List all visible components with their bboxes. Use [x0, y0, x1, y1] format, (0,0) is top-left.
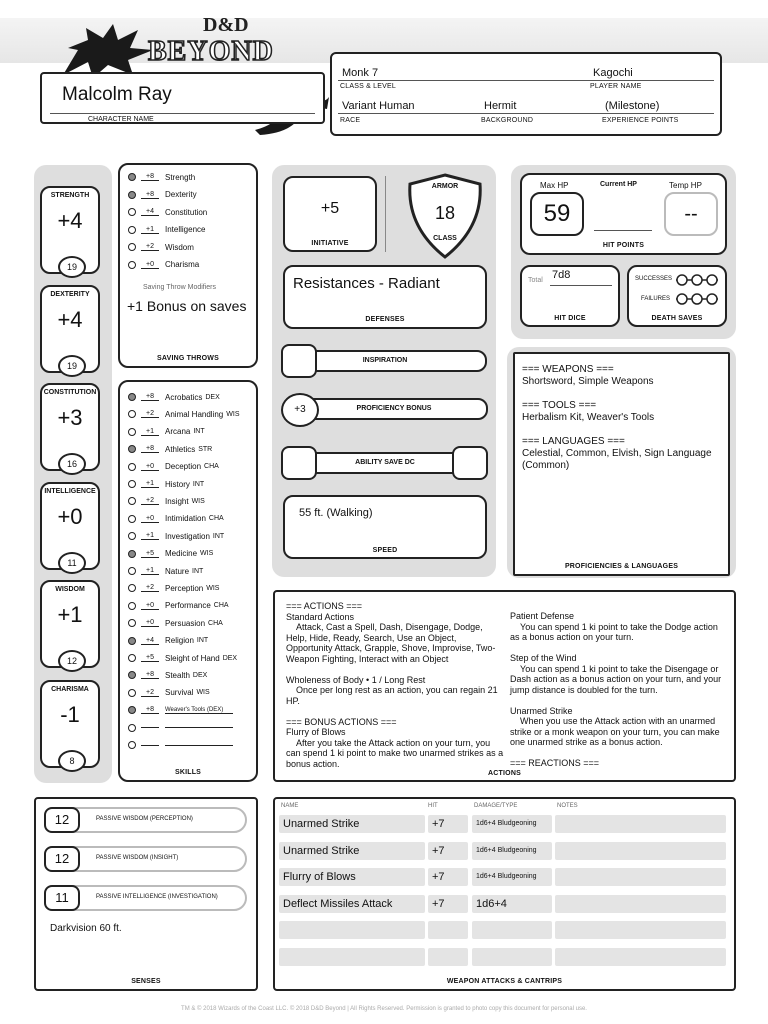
saving-throw-value: +4	[141, 208, 159, 216]
ability-label: INTELLIGENCE	[44, 488, 96, 495]
class-level-label: CLASS & LEVEL	[340, 83, 396, 90]
speed-box[interactable]	[283, 495, 487, 559]
skill-name: Insight	[165, 496, 189, 506]
ability-label: DEXTERITY	[50, 291, 90, 298]
skill-attribute: WIS	[200, 550, 214, 558]
skill-row[interactable]	[128, 721, 236, 735]
action-line	[510, 643, 725, 654]
attack-hit-cell[interactable]	[428, 921, 468, 939]
proficiency-circle-icon[interactable]	[128, 550, 136, 558]
skill-value: +8	[141, 393, 159, 401]
skill-row[interactable]	[128, 460, 219, 474]
skill-value: +1	[141, 532, 159, 540]
ability-label: WISDOM	[55, 586, 85, 593]
skill-value: +2	[141, 410, 159, 418]
skill-value: +1	[141, 567, 159, 575]
skill-attribute: WIS	[196, 689, 210, 697]
proficiency-circle-icon[interactable]	[128, 393, 136, 401]
attack-damage-cell[interactable]: 1d6+4	[472, 895, 552, 913]
ability-modifier: +1	[57, 602, 83, 627]
ability-label: CHARISMA	[51, 686, 89, 693]
action-line: === ACTIONS ===	[286, 601, 363, 611]
attack-notes-cell[interactable]	[555, 948, 726, 966]
beyond-logo-text: BEYOND	[148, 36, 274, 67]
saving-throw-name: Constitution	[165, 207, 208, 217]
action-line: Wholeness of Body • 1 / Long Rest	[286, 674, 426, 685]
skill-attribute: CHA	[208, 619, 223, 627]
skill-row[interactable]	[128, 686, 210, 700]
saving-throw-value: +8	[141, 173, 159, 181]
saving-throw-name: Intelligence	[165, 225, 206, 234]
passive-investigation-label: PASSIVE INTELLIGENCE (INVESTIGATION)	[96, 894, 218, 900]
skill-attribute: CHA	[204, 463, 219, 471]
inspiration-value-box[interactable]	[281, 344, 317, 378]
saving-throw-row[interactable]	[128, 188, 197, 202]
skill-name: Sleight of Hand	[165, 653, 220, 663]
passive-perception-value: 12	[44, 807, 80, 833]
race-value[interactable]: Variant Human	[342, 100, 415, 112]
attack-damage-cell[interactable]: 1d6+4 Bludgeoning	[472, 842, 552, 860]
ability-modifier: +3	[57, 405, 83, 430]
failures-label: FAILURES	[641, 296, 671, 302]
skill-value	[141, 745, 159, 746]
action-line	[510, 695, 725, 706]
attack-hit-cell[interactable]: +7	[428, 842, 468, 860]
passive-investigation	[44, 885, 247, 911]
skill-attribute: INT	[196, 637, 209, 645]
current-hp-label: Current HP	[600, 181, 637, 188]
player-name-value[interactable]: Kagochi	[593, 67, 633, 79]
skill-name: Perception	[165, 583, 204, 593]
action-line: Attack, Cast a Spell, Dash, Disengage, Dodge, Help, Hide, Ready, Search, Use an Object, Opportunity Attack, Grapple, Shove, Improvise, Two-Weapon Fighting, Interact with an Object	[286, 622, 496, 664]
attack-damage-cell[interactable]	[472, 948, 552, 966]
skill-name: Investigation	[165, 531, 210, 541]
skill-name: Arcana	[165, 427, 191, 437]
action-line	[286, 664, 504, 675]
attack-hit-cell[interactable]: +7	[428, 868, 468, 886]
attacks-header-name: NAME	[281, 803, 299, 809]
armor-label-top: ARMOR	[431, 183, 459, 190]
saving-throw-row[interactable]	[128, 258, 199, 272]
action-line	[510, 748, 725, 759]
skill-row[interactable]	[128, 529, 224, 543]
passive-insight	[44, 846, 247, 872]
skill-value: +8	[141, 671, 159, 679]
action-line: After you take the Attack action on your turn, you can spend 1 ki point to make two unarmed strikes as a bonus action.	[286, 737, 506, 769]
hit-dice-total-value: 7d8	[552, 269, 571, 281]
skill-row[interactable]	[128, 564, 203, 578]
speed-value: 55 ft. (Walking)	[299, 507, 373, 519]
proficiencies-title: PROFICIENCIES & LANGUAGES	[564, 563, 679, 570]
skill-name: Religion	[165, 636, 194, 646]
skill-row[interactable]	[128, 651, 237, 665]
attack-damage-cell[interactable]: 1d6+4 Bludgeoning	[472, 815, 552, 833]
proficiency-circle-icon[interactable]	[128, 671, 136, 679]
proficiency-circle-icon[interactable]	[128, 497, 136, 505]
proficiency-bonus-label: PROFICIENCY BONUS	[356, 405, 432, 412]
ability-score: 8	[58, 750, 86, 772]
ability-label: CONSTITUTION	[43, 389, 97, 396]
experience-value[interactable]: (Milestone)	[605, 100, 660, 112]
skill-name: Medicine	[165, 549, 198, 559]
skill-row[interactable]	[128, 616, 223, 630]
senses-title: SENSES	[131, 978, 161, 985]
proficiency-circle-icon[interactable]	[128, 226, 136, 234]
attacks-header-damage: DAMAGE/TYPE	[474, 803, 518, 809]
ability-score: 19	[58, 256, 86, 278]
skill-name: Stealth	[165, 670, 190, 680]
hit-dice-label: HIT DICE	[554, 315, 586, 322]
character-name-label: CHARACTER NAME	[88, 116, 154, 123]
action-line: When you use the Attack action with an unarmed strike or a monk weapon on your turn, you can make one unarmed strike as a bonus action.	[510, 716, 723, 747]
skill-row[interactable]	[128, 512, 224, 526]
successes-label: SUCCESSES	[635, 276, 673, 282]
skill-value: +8	[141, 706, 159, 714]
passive-perception-label: PASSIVE WISDOM (PERCEPTION)	[96, 816, 193, 822]
skill-row[interactable]	[128, 668, 207, 682]
saving-throw-row[interactable]	[128, 240, 194, 254]
attack-damage-cell[interactable]	[472, 921, 552, 939]
saving-throw-value: +1	[141, 226, 159, 234]
ability-score: 12	[58, 650, 86, 672]
attack-hit-cell[interactable]: +7	[428, 895, 468, 913]
skill-name: Intimidation	[165, 514, 206, 524]
skill-value: +1	[141, 428, 159, 436]
speed-label: SPEED	[372, 547, 398, 554]
saving-throw-name: Dexterity	[165, 190, 197, 199]
temp-hp-label: Temp HP	[669, 181, 702, 190]
skill-value: +2	[141, 584, 159, 592]
proficiency-circle-icon[interactable]	[128, 208, 136, 216]
action-line: Unarmed Strike	[510, 705, 573, 716]
skill-attribute: CHA	[208, 515, 224, 523]
footer-copyright: TM & © 2018 Wizards of the Coast LLC. © 2018 D&D Beyond | All Rights Reserved. Permission is granted to photo copy this document for personal use.	[181, 1006, 587, 1012]
experience-label: EXPERIENCE POINTS	[602, 117, 679, 124]
current-hp-line[interactable]	[594, 230, 652, 231]
attack-name-cell[interactable]: Flurry of Blows	[279, 868, 425, 886]
ability-label: STRENGTH	[50, 192, 90, 199]
skill-name: Acrobatics	[165, 392, 203, 402]
proficiency-circle-icon[interactable]	[128, 689, 136, 697]
skill-row[interactable]	[128, 477, 204, 491]
skill-attribute: DEX	[222, 654, 238, 662]
max-hp-value: 59	[530, 192, 584, 236]
action-line: Patient Defense	[510, 611, 575, 621]
divider	[50, 113, 315, 114]
proficiencies-box[interactable]	[513, 352, 730, 576]
tools-header: === TOOLS ===	[522, 400, 597, 411]
saving-throws-title: SAVING THROWS	[157, 355, 219, 362]
attack-notes-cell[interactable]	[555, 895, 726, 913]
saving-throw-row[interactable]	[128, 205, 207, 219]
attack-notes-cell[interactable]	[555, 842, 726, 860]
dnd-logo-text: D&D	[203, 14, 249, 36]
hit-dice-total-label: Total	[528, 277, 543, 284]
ability-modifier: +4	[57, 208, 83, 233]
temp-hp-value[interactable]: --	[664, 192, 718, 236]
saving-throw-value: +8	[141, 191, 159, 199]
proficiency-bonus-box	[300, 398, 488, 420]
attacks-header-hit: HIT	[428, 803, 438, 809]
skill-row[interactable]	[128, 581, 219, 595]
ability-dexterity[interactable]	[40, 285, 100, 373]
max-hp-label: Max HP	[540, 181, 569, 190]
skill-row[interactable]	[128, 442, 212, 456]
defenses-label: DEFENSES	[365, 316, 405, 323]
hit-dice-box[interactable]	[520, 265, 620, 327]
skills-title: SKILLS	[174, 769, 202, 776]
proficiency-bonus-value: +3	[281, 393, 319, 427]
action-line: You can spend 1 ki point to take the Disengage or Dash action as a bonus action on your turn, and your jump distance is doubled for the turn.	[510, 663, 724, 695]
skill-attribute: CHA	[213, 602, 229, 610]
attack-hit-cell[interactable]: +7	[428, 815, 468, 833]
skill-row[interactable]	[128, 547, 213, 561]
saving-throw-name: Strength	[165, 172, 196, 182]
skill-attribute: INT	[212, 532, 225, 540]
character-name[interactable]: Malcolm Ray	[62, 84, 172, 105]
save-dc-right-box	[452, 446, 488, 480]
attack-damage-cell[interactable]: 1d6+4 Bludgeoning	[472, 868, 552, 886]
proficiency-circle-icon[interactable]	[128, 463, 136, 471]
passive-insight-label: PASSIVE WISDOM (INSIGHT)	[96, 855, 179, 861]
weapons-text: Shortsword, Simple Weapons	[522, 376, 654, 387]
proficiency-circle-icon[interactable]	[128, 567, 136, 575]
attack-name-cell[interactable]	[279, 948, 425, 966]
skill-attribute: DEX	[192, 671, 208, 679]
ability-constitution[interactable]	[40, 383, 100, 471]
weapons-header: === WEAPONS ===	[522, 364, 614, 375]
attacks-title: WEAPON ATTACKS & CANTRIPS	[446, 978, 563, 985]
armor-class-value[interactable]: 18	[434, 203, 456, 223]
proficiency-circle-icon[interactable]	[128, 515, 136, 523]
passive-perception	[44, 807, 247, 833]
skill-value: +0	[141, 619, 159, 627]
ability-modifier: -1	[60, 702, 80, 727]
skill-name: Performance	[165, 601, 211, 611]
actions-title: ACTIONS	[488, 770, 521, 777]
attack-name-cell[interactable]	[279, 921, 425, 939]
background-value[interactable]: Hermit	[484, 100, 517, 112]
skill-name	[165, 745, 233, 746]
attack-notes-cell[interactable]	[555, 921, 726, 939]
proficiency-circle-icon[interactable]	[128, 532, 136, 540]
initiative-label: INITIATIVE	[311, 240, 349, 247]
proficiency-circle-icon[interactable]	[128, 584, 136, 592]
attack-notes-cell[interactable]	[555, 868, 726, 886]
skill-name: Deception	[165, 462, 202, 472]
ability-modifier: +4	[57, 307, 83, 332]
skill-row[interactable]	[128, 703, 236, 717]
proficiency-circle-icon[interactable]	[128, 741, 136, 749]
player-name-label: PLAYER NAME	[590, 83, 642, 90]
skill-row[interactable]	[128, 634, 208, 648]
proficiency-circle-icon[interactable]	[128, 261, 136, 269]
skill-value: +5	[141, 550, 159, 558]
proficiency-circle-icon[interactable]	[128, 173, 136, 181]
ability-score: 11	[58, 552, 86, 574]
divider	[338, 113, 714, 114]
proficiency-circle-icon[interactable]	[128, 480, 136, 488]
skill-attribute: WIS	[206, 584, 220, 592]
proficiency-circle-icon[interactable]	[128, 619, 136, 627]
proficiency-circle-icon[interactable]	[128, 706, 136, 714]
skill-row[interactable]	[128, 599, 229, 613]
proficiency-circle-icon[interactable]	[128, 637, 136, 645]
skill-name: History	[165, 479, 190, 489]
skill-value: +4	[141, 637, 159, 645]
action-line: You can spend 1 ki point to take the Dodge action as a bonus action on your turn.	[510, 621, 721, 642]
divider	[385, 176, 386, 252]
attack-notes-cell[interactable]	[555, 815, 726, 833]
proficiency-circle-icon[interactable]	[128, 191, 136, 199]
ability-save-dc-label: ABILITY SAVE DC	[355, 459, 415, 466]
skill-name: Survival	[165, 688, 194, 698]
skill-name: Nature	[165, 566, 190, 576]
initiative-value: +5	[320, 200, 340, 217]
skill-value	[141, 727, 159, 728]
hit-dice-line	[550, 285, 612, 286]
skill-name: Animal Handling	[165, 409, 224, 419]
skill-attribute: STR	[198, 445, 213, 453]
actions-box[interactable]	[273, 590, 736, 782]
ability-wisdom[interactable]	[40, 580, 100, 668]
divider	[338, 80, 714, 81]
saving-throw-name: Charisma	[165, 260, 200, 269]
saving-throw-value: +2	[141, 243, 159, 251]
action-line: Standard Actions	[286, 611, 355, 622]
attacks-header-notes: NOTES	[557, 803, 578, 809]
ability-strength[interactable]	[40, 186, 100, 274]
skill-attribute: INT	[193, 428, 205, 436]
skill-attribute: INT	[192, 567, 204, 575]
languages-header: === LANGUAGES ===	[522, 436, 625, 447]
saving-throw-modifiers-label: Saving Throw Modifiers	[143, 284, 217, 291]
skill-attribute: INT	[192, 480, 205, 488]
saving-throw-value: +0	[141, 261, 159, 269]
skill-row[interactable]	[128, 494, 205, 508]
skill-attribute: WIS	[191, 497, 205, 505]
defenses-box[interactable]	[283, 265, 487, 329]
skill-value: +2	[141, 497, 159, 505]
ability-score: 16	[58, 453, 86, 475]
ability-modifier: +0	[57, 504, 83, 529]
proficiency-circle-icon[interactable]	[128, 602, 136, 610]
class-level-value[interactable]: Monk 7	[342, 67, 379, 79]
action-line: === REACTIONS ===	[510, 758, 600, 768]
proficiency-circle-icon[interactable]	[128, 410, 136, 418]
hit-points-title: HIT POINTS	[602, 242, 645, 249]
saving-throw-row[interactable]	[128, 223, 205, 237]
saving-throw-modifiers-text[interactable]: +1 Bonus on saves	[127, 298, 247, 314]
background-label: BACKGROUND	[481, 117, 534, 124]
skill-name: Persuasion	[165, 618, 206, 628]
proficiency-circle-icon[interactable]	[128, 445, 136, 453]
ability-charisma[interactable]	[40, 680, 100, 768]
action-line: Step of the Wind	[510, 653, 577, 663]
senses-notes[interactable]: Darkvision 60 ft.	[50, 923, 122, 934]
action-line: Flurry of Blows	[286, 727, 346, 737]
skill-name: Weaver's Tools (DEX)	[165, 707, 233, 714]
skill-row[interactable]	[128, 425, 205, 439]
skill-value: +1	[141, 480, 159, 488]
proficiency-circle-icon[interactable]	[128, 243, 136, 251]
attack-name-cell[interactable]: Deflect Missiles Attack	[279, 895, 425, 913]
ability-intelligence[interactable]	[40, 482, 100, 570]
proficiency-circle-icon[interactable]	[128, 724, 136, 732]
action-line: Once per long rest as an action, you can regain 21 HP.	[286, 685, 501, 706]
skill-row[interactable]	[128, 390, 220, 404]
skill-value: +2	[141, 689, 159, 697]
death-save-circles-icon[interactable]	[674, 272, 720, 308]
skill-attribute: WIS	[226, 410, 240, 418]
saving-throw-name: Wisdom	[165, 242, 194, 252]
proficiency-circle-icon[interactable]	[128, 428, 136, 436]
saving-throw-row[interactable]	[128, 170, 195, 184]
skill-value: +0	[141, 602, 159, 610]
skill-name	[165, 727, 233, 728]
ability-score: 19	[58, 355, 86, 377]
skill-value: +0	[141, 515, 159, 523]
attack-name-cell[interactable]: Unarmed Strike	[279, 815, 425, 833]
actions-left-column	[286, 601, 504, 769]
skill-value: +8	[141, 445, 159, 453]
race-label: RACE	[340, 117, 361, 124]
skill-name: Athletics	[165, 444, 196, 454]
tools-text: Herbalism Kit, Weaver's Tools	[522, 412, 655, 423]
attack-hit-cell[interactable]	[428, 948, 468, 966]
proficiency-circle-icon[interactable]	[128, 654, 136, 662]
passive-investigation-value: 11	[44, 885, 80, 911]
defenses-value: Resistances - Radiant	[293, 275, 440, 292]
skill-row[interactable]	[128, 738, 236, 752]
inspiration-label: INSPIRATION	[362, 357, 408, 364]
dragon-logo-icon	[58, 20, 158, 80]
actions-right-column	[510, 611, 725, 769]
action-line	[286, 706, 504, 717]
skill-attribute: DEX	[205, 393, 220, 401]
save-dc-left-box	[281, 446, 317, 480]
languages-text: Celestial, Common, Elvish, Sign Language (Common)	[522, 448, 712, 471]
skill-value: +5	[141, 654, 159, 662]
death-saves-label: DEATH SAVES	[651, 315, 703, 322]
armor-label-bottom: CLASS	[433, 235, 457, 242]
action-line: === BONUS ACTIONS ===	[286, 716, 397, 727]
skill-value: +0	[141, 463, 159, 471]
initiative-box[interactable]	[283, 176, 377, 252]
passive-insight-value: 12	[44, 846, 80, 872]
skill-row[interactable]	[128, 407, 240, 421]
attack-name-cell[interactable]: Unarmed Strike	[279, 842, 425, 860]
